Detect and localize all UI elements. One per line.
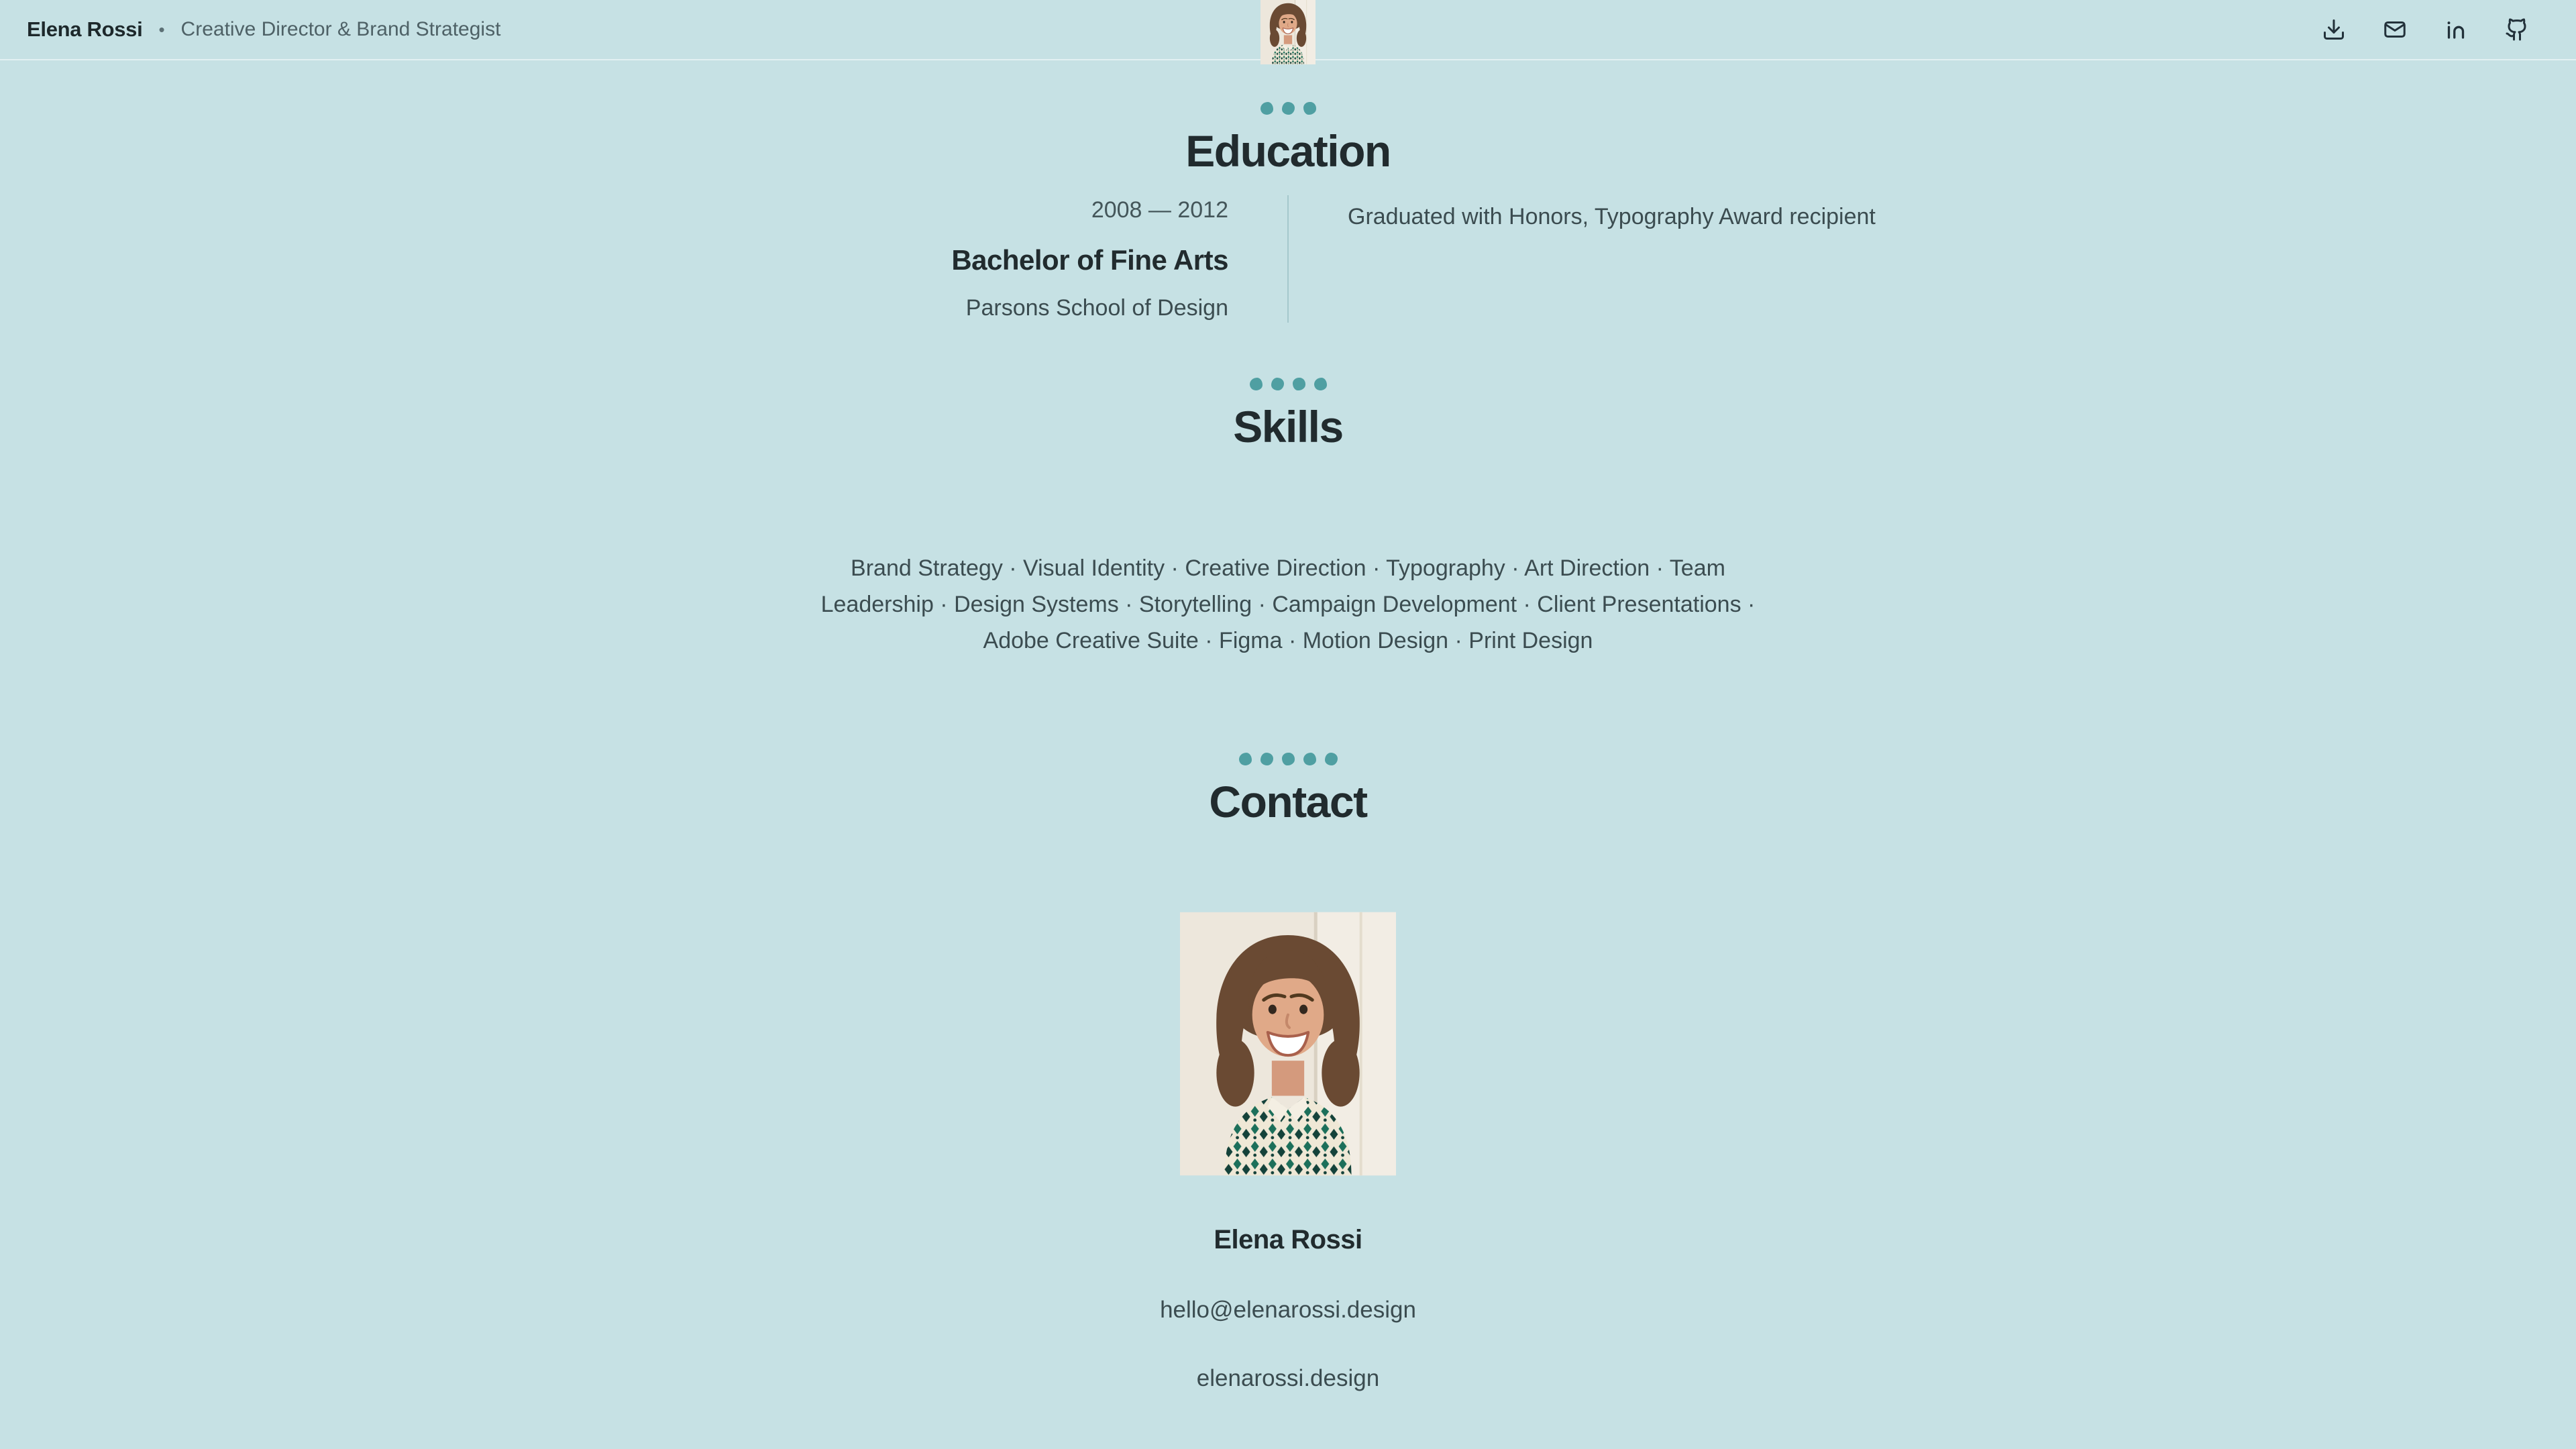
education-entry-right <box>1348 195 2093 323</box>
skills-line: Adobe Creative Suite · Figma · Motion Design · Print Design <box>983 628 1593 653</box>
education-period: 2008 — 2012 <box>1091 197 1228 223</box>
linkedin-button[interactable] <box>2444 17 2468 42</box>
contact-website-link[interactable]: elenarossi.design <box>1196 1365 1380 1391</box>
section-dot <box>1293 378 1305 390</box>
section-dots <box>0 102 2576 115</box>
section-dot <box>1250 378 1263 390</box>
section-dot <box>1325 753 1338 765</box>
section-dot <box>1282 753 1295 765</box>
section-dot <box>1303 102 1316 115</box>
avatar-portrait-illustration <box>1260 3 1316 58</box>
skills-list <box>0 550 2576 659</box>
education-entry-left <box>483 195 1228 323</box>
contact-name: Elena Rossi <box>1214 1225 1362 1254</box>
contact-email-link[interactable]: hello@elenarossi.design <box>1160 1297 1416 1323</box>
section-dots <box>0 753 2576 765</box>
linkedin-icon <box>2444 17 2468 42</box>
education-school: Parsons School of Design <box>965 295 1228 321</box>
header-avatar[interactable] <box>1260 3 1316 58</box>
download-icon <box>2322 17 2346 42</box>
section-dot <box>1271 378 1284 390</box>
section-dots <box>0 378 2576 390</box>
education-entry-clipped <box>0 195 2576 321</box>
section-dot <box>1303 753 1316 765</box>
skills-line: Brand Strategy · Visual Identity · Creative Direction · Typography · Art Direction · Team <box>851 555 1725 581</box>
section-dot <box>1282 102 1295 115</box>
mail-icon <box>2383 17 2407 42</box>
mail-button[interactable] <box>2383 17 2407 42</box>
download-button[interactable] <box>2322 17 2346 42</box>
section-education <box>0 102 2576 321</box>
page-content <box>0 102 2576 1393</box>
skills-title: Skills <box>1233 402 1343 451</box>
section-dot <box>1260 753 1273 765</box>
education-degree: Bachelor of Fine Arts <box>951 244 1228 276</box>
section-dot <box>1260 102 1273 115</box>
header-actions <box>2322 17 2549 42</box>
github-button[interactable] <box>2505 17 2529 42</box>
contact-portrait-illustration <box>1180 913 1396 1175</box>
education-entry <box>483 195 2093 323</box>
contact-title: Contact <box>1209 777 1367 826</box>
contact-photo <box>1180 913 1396 1175</box>
header-identity <box>27 17 500 42</box>
github-icon <box>2505 17 2529 42</box>
section-dot <box>1239 753 1252 765</box>
header-separator-dot: • <box>158 19 165 40</box>
top-bar <box>0 0 2576 60</box>
education-detail: Graduated with Honors, Typography Award recipient <box>1348 204 1876 229</box>
education-title: Education <box>1185 126 1391 176</box>
header-subtitle: Creative Director & Brand Strategist <box>180 18 501 40</box>
section-contact <box>0 753 2576 1393</box>
skills-line: Leadership · Design Systems · Storytelling · Campaign Development · Client Presentations · <box>820 592 1756 617</box>
section-skills <box>0 378 2576 659</box>
education-divider <box>1287 195 1289 323</box>
header-name: Elena Rossi <box>27 17 143 41</box>
section-dot <box>1314 378 1327 390</box>
